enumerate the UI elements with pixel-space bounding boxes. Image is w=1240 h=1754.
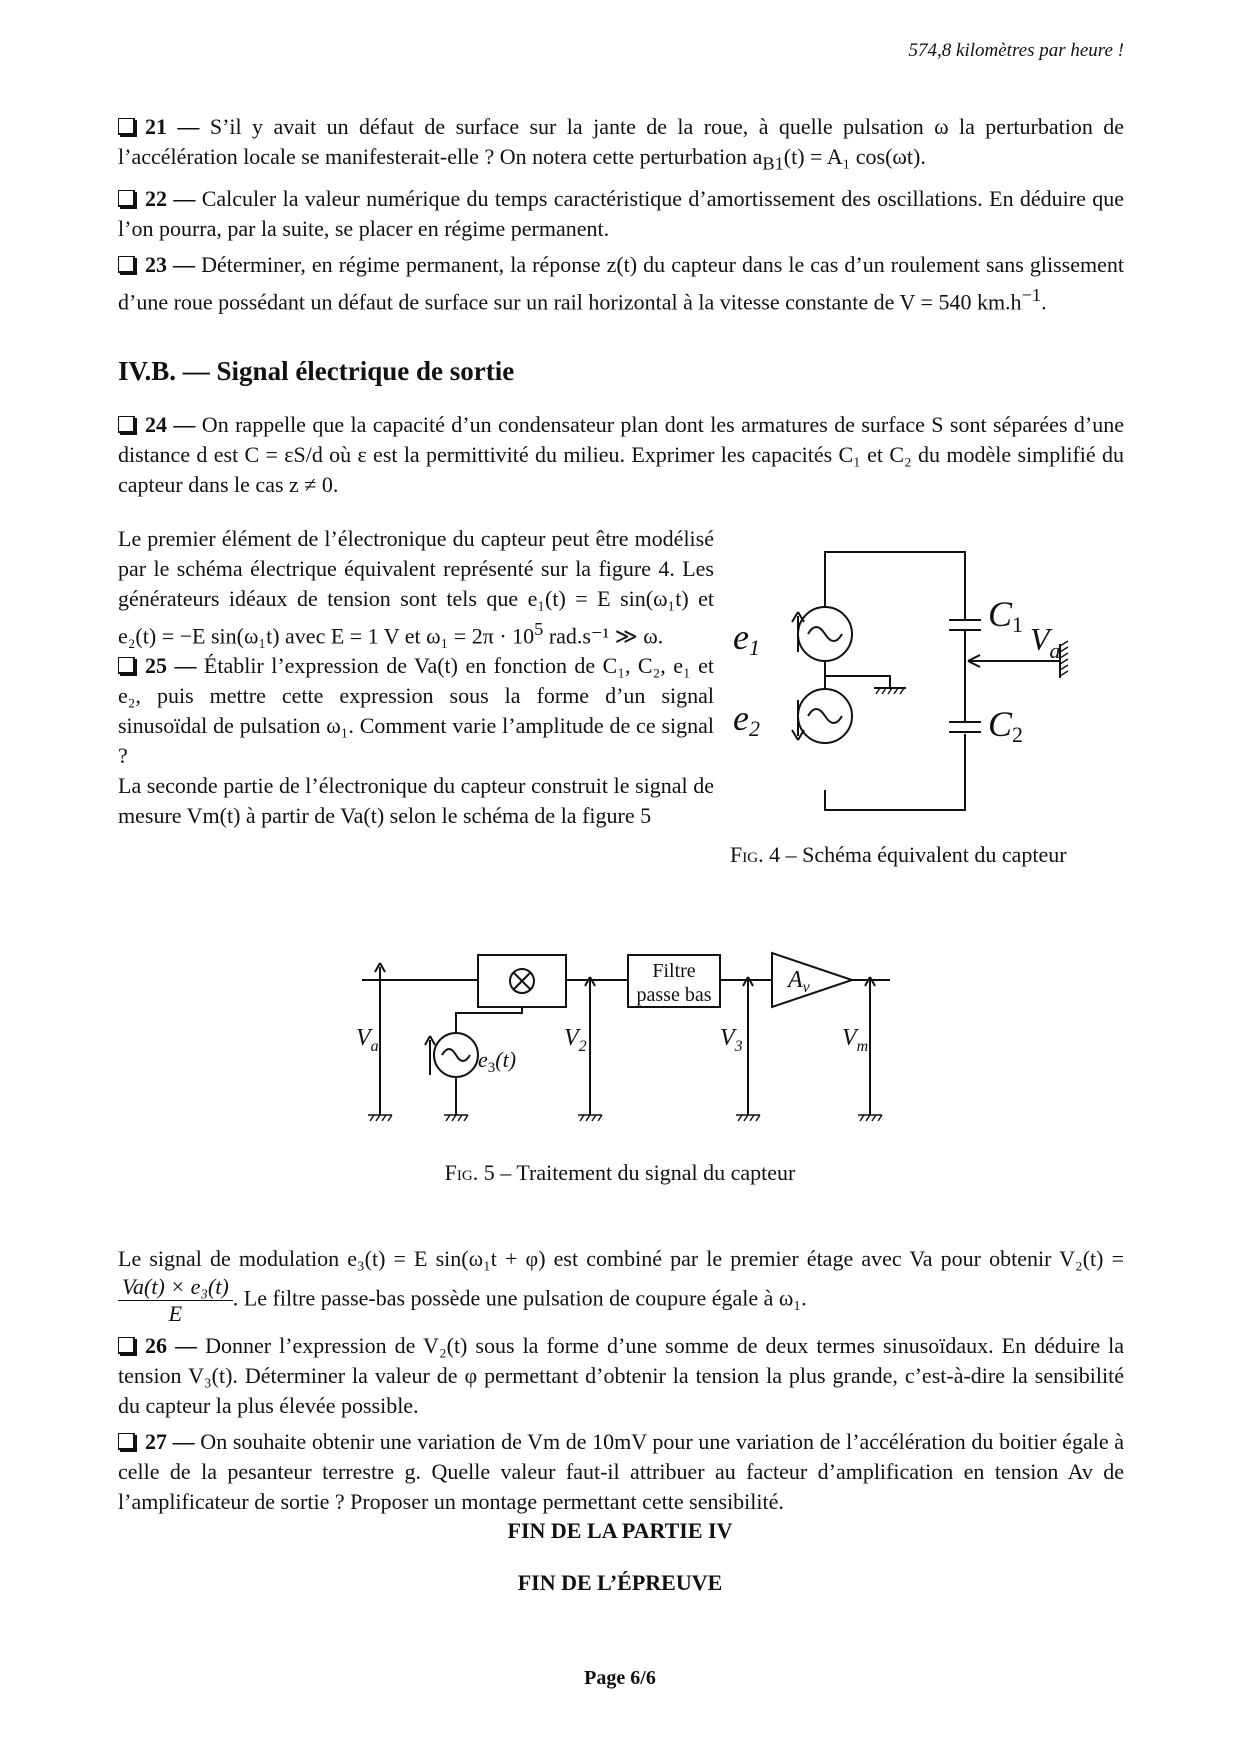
- section-title: IV.B. — Signal électrique de sortie: [118, 356, 515, 386]
- question-text-tail: .: [1041, 289, 1047, 315]
- caption-text: . 4 – Schéma équivalent du capteur: [758, 842, 1067, 867]
- question-number: 27 —: [145, 1429, 195, 1454]
- svg-text:e3(t): [478, 1047, 516, 1076]
- question-27: [118, 1427, 1124, 1517]
- fig4-label-c1-sub: 1: [1012, 612, 1024, 637]
- fig5-label-e3-tail: (t): [495, 1047, 517, 1072]
- fig5-label-va: V: [356, 1025, 371, 1051]
- left-column-text: [118, 524, 714, 831]
- paragraph-second: La seconde partie de l’électronique du capteur construit le signal de mesure Vm(t) à partir de Va(t) selon le schéma de la figure 5: [118, 773, 714, 829]
- fig4-label-c1: C: [988, 594, 1013, 634]
- end-of-exam: FIN DE L’ÉPREUVE: [517, 1570, 723, 1595]
- checkbox-icon: [118, 256, 135, 273]
- fig4-label-e1-sub: 1: [748, 635, 760, 660]
- svg-text:Vm: [842, 1025, 868, 1055]
- fraction-denominator: E: [168, 1301, 183, 1326]
- svg-text:C2: [988, 704, 1023, 747]
- caption-prefix: Fig: [444, 1160, 473, 1185]
- figure-4-circuit: [730, 540, 1090, 820]
- superscript: −1: [1021, 285, 1042, 306]
- paragraph-text-tail: . Le filtre passe-bas possède une pulsation de coupure égale à ω₁.: [232, 1285, 807, 1311]
- fig5-filter-label-1: Filtre: [652, 960, 696, 982]
- question-text: S’il y avait un défaut de surface sur la jante de la roue, à quelle pulsation ω la perturbation de l’accélération locale se manifesterait-elle ? On notera cette perturbation a: [118, 114, 1125, 169]
- fig4-label-e1: e: [733, 617, 749, 657]
- checkbox-icon: [118, 657, 135, 674]
- superscript: 5: [534, 619, 544, 639]
- fig5-label-v2-sub: 2: [578, 1038, 587, 1055]
- fig4-label-va: V: [1030, 621, 1050, 657]
- svg-text:Va: [1030, 621, 1061, 663]
- caption-prefix: Fig: [730, 842, 759, 867]
- svg-text:Va: [356, 1025, 379, 1055]
- fig5-label-va-sub: a: [370, 1038, 379, 1055]
- fig4-label-c2: C: [988, 704, 1013, 744]
- checkbox-icon: [118, 190, 135, 207]
- figure-4-caption: [730, 842, 1067, 868]
- question-26: [118, 1331, 1124, 1421]
- paragraph-text-tail: rad.s⁻¹ ≫ ω.: [543, 623, 664, 649]
- question-text: Calculer la valeur numérique du temps caractéristique d’amortissement des oscillations. En déduire que l’on pourra, par la suite, se placer en régime permanent.: [118, 186, 1125, 242]
- svg-text:e1: [733, 617, 760, 660]
- svg-text:C1: [988, 594, 1023, 637]
- figure-5-caption: [0, 1160, 1240, 1186]
- question-number: 21 —: [145, 114, 200, 139]
- question-text: Déterminer, en régime permanent, la réponse z(t) du capteur dans le cas d’un roulement sans glissement d’une roue possédant un défaut de surface sur un rail horizontal à la vitesse constante de V = 540 km.h: [118, 252, 1125, 315]
- figure-5-signal-chain: [350, 945, 910, 1135]
- question-25: [118, 651, 714, 771]
- question-text-tail: (t) = A₁ cos(ωt).: [783, 144, 926, 169]
- subscript: B1: [762, 153, 784, 174]
- checkbox-icon: [118, 1433, 135, 1450]
- fig5-label-amp-sub: v: [802, 979, 810, 996]
- page-number: Page 6/6: [584, 1667, 656, 1689]
- question-24-block: [118, 410, 1124, 506]
- caption-text: . 5 – Traitement du signal du capteur: [472, 1160, 796, 1185]
- question-number: 26 —: [145, 1333, 198, 1358]
- fig5-label-v3: V: [720, 1025, 735, 1051]
- fig5-filter-label-2: passe bas: [636, 984, 712, 1006]
- question-24: [118, 410, 1124, 500]
- question-number: 24 —: [145, 412, 196, 437]
- fraction: [118, 1274, 233, 1327]
- fig5-label-e3: e: [478, 1047, 488, 1072]
- svg-text:V3: [720, 1025, 743, 1055]
- fig5-label-e3-sub: 3: [487, 1060, 496, 1076]
- question-text: Établir l’expression de Va(t) en fonction de C₁, C₂, e₁ et e₂, puis mettre cette expression sous la forme d’un signal sinusoïdal de pulsation ω₁. Comment varie l’amplitude de ce signal ?: [118, 653, 714, 769]
- question-text: On rappelle que la capacité d’un condensateur plan dont les armatures de surface S sont séparées d’une distance d est C = εS/d où ε est la permittivité du milieu. Exprimer les capacités C₁ et C₂ du modèle simplifié du capteur dans le cas z ≠ 0.: [118, 412, 1125, 497]
- paragraph-text: Le premier élément de l’électronique du capteur peut être modélisé par le schéma électrique équivalent représenté sur la figure 4. Les générateurs idéaux de tension sont tels que e₁(t) = E sin(ω₁t) et e₂(t) = −E sin(ω₁t) avec E = 1 V et ω₁ = 2π · 10: [118, 526, 714, 649]
- fig5-label-v2: V: [564, 1025, 579, 1051]
- svg-text:e2: [733, 698, 760, 741]
- paragraph-text: Le signal de modulation e₃(t) = E sin(ω₁t + φ) est combiné par le premier étage avec Va pour obtenir V₂(t) =: [118, 1246, 1124, 1271]
- checkbox-icon: [118, 1337, 135, 1354]
- svg-text:V2: [564, 1025, 587, 1055]
- fig4-label-c2-sub: 2: [1012, 722, 1024, 747]
- checkbox-icon: [118, 118, 135, 135]
- question-text: On souhaite obtenir une variation de Vm de 10mV pour une variation de l’accélération du boitier égale à celle de la pesanteur terrestre g. Quelle valeur faut-il attribuer au facteur d’amplification en tension Av de l’amplificateur de sortie ? Proposer un montage permettant cette sensibilité.: [118, 1429, 1124, 1514]
- question-number: 22 —: [145, 186, 196, 212]
- fig4-label-va-sub: a: [1049, 638, 1061, 663]
- question-23: [118, 250, 1124, 317]
- question-text: Donner l’expression de V₂(t) sous la forme d’une somme de deux termes sinusoïdaux. En déduire la tension V₃(t). Déterminer la valeur de φ permettant d’obtenir la tension la plus grande, c’est-à-dire la sensibilité du capteur la plus élevée possible.: [118, 1333, 1125, 1418]
- fraction-numerator: Va(t) × e₃(t): [118, 1274, 233, 1301]
- paragraph-modulation: [118, 1244, 1124, 1327]
- paragraph-intro: [118, 524, 714, 651]
- fig4-label-e2: e: [733, 698, 749, 738]
- questions-block-bottom: [118, 1244, 1124, 1523]
- fig5-label-amp: A: [788, 967, 803, 993]
- question-22: [118, 184, 1124, 244]
- question-21: [118, 112, 1124, 178]
- fig5-label-v3-sub: 3: [734, 1038, 743, 1055]
- fig5-label-vm-sub: m: [856, 1038, 869, 1055]
- fig5-label-vm: V: [842, 1025, 857, 1051]
- checkbox-icon: [118, 416, 135, 433]
- questions-block-top: [118, 112, 1124, 324]
- fig4-label-e2-sub: 2: [748, 716, 760, 741]
- question-number: 25 —: [145, 653, 197, 679]
- end-of-part: FIN DE LA PARTIE IV: [507, 1518, 733, 1543]
- question-number: 23 —: [145, 252, 196, 278]
- svg-text:Av: [786, 967, 811, 996]
- running-header: 574,8 kilomètres par heure !: [908, 40, 1124, 61]
